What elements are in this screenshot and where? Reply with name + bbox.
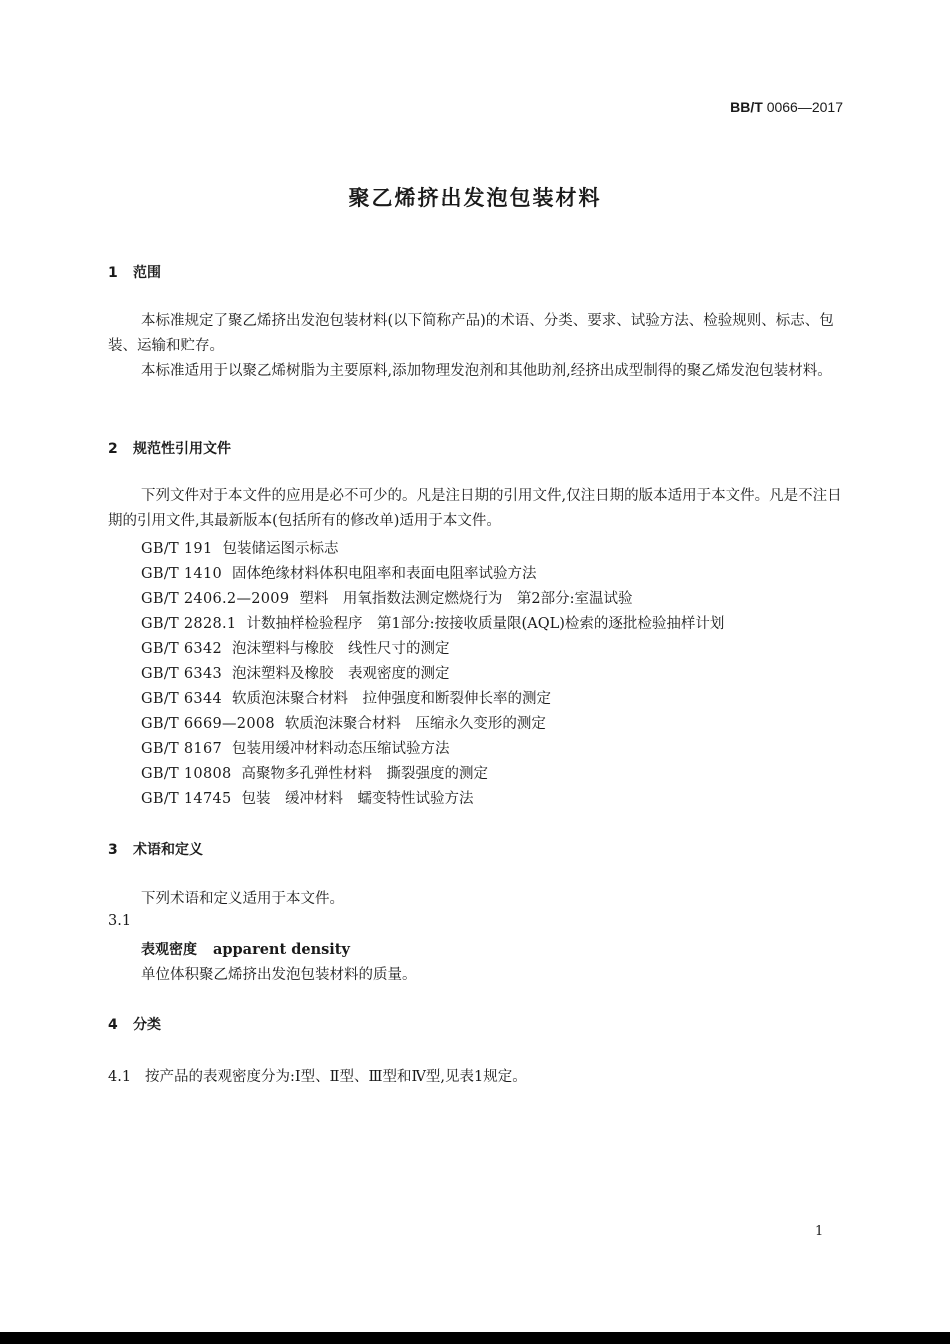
reference-code: GB/T 10808	[141, 766, 232, 782]
clause-text: 按产品的表观密度分为:Ⅰ型、Ⅱ型、Ⅲ型和Ⅳ型,见表1规定。	[145, 1069, 527, 1085]
section-heading-scope	[108, 262, 161, 282]
term-chinese: 表观密度	[141, 942, 197, 958]
reference-title: 包装 缓冲材料 蠕变特性试验方法	[241, 791, 474, 807]
reference-item	[141, 612, 724, 633]
section-title: 规范性引用文件	[133, 441, 231, 457]
references-intro: 下列文件对于本文件的应用是必不可少的。凡是注日期的引用文件,仅注日期的版本适用于本文件。凡是不注日期的引用文件,其最新版本(包括所有的修改单)适用于本文件。	[108, 488, 842, 529]
reference-code: GB/T 6344	[141, 691, 223, 707]
reference-title: 包装储运图示标志	[222, 541, 339, 557]
term-entry	[141, 939, 350, 959]
reference-item	[141, 787, 474, 808]
reference-code: GB/T 14745	[141, 791, 232, 807]
section-heading-classification	[108, 1014, 161, 1034]
bottom-rule	[0, 1332, 950, 1344]
reference-item	[141, 662, 450, 683]
section-title: 分类	[133, 1017, 161, 1033]
reference-code: GB/T 8167	[141, 741, 223, 757]
reference-title: 泡沫塑料及橡胶 表观密度的测定	[232, 666, 450, 682]
reference-title: 塑料 用氧指数法测定燃烧行为 第2部分:室温试验	[299, 591, 633, 607]
term-definition: 单位体积聚乙烯挤出发泡包装材料的质量。	[141, 967, 417, 983]
reference-title: 软质泡沫聚合材料 拉伸强度和断裂伸长率的测定	[232, 691, 552, 707]
reference-code: GB/T 191	[141, 541, 213, 557]
reference-code: GB/T 2828.1	[141, 616, 237, 632]
section-title: 术语和定义	[133, 842, 203, 858]
clause-number: 4.1	[108, 1069, 132, 1085]
reference-code: GB/T 6342	[141, 641, 223, 657]
reference-title: 包装用缓冲材料动态压缩试验方法	[232, 741, 450, 757]
reference-code: GB/T 2406.2—2009	[141, 591, 290, 607]
reference-title: 固体绝缘材料体积电阻率和表面电阻率试验方法	[232, 566, 537, 582]
standard-number: 0066—2017	[766, 99, 843, 115]
section-number: 2	[108, 441, 118, 457]
scope-paragraph-2: 本标准适用于以聚乙烯树脂为主要原料,添加物理发泡剂和其他助剂,经挤出成型制得的聚乙烯发泡包装材料。	[141, 363, 832, 379]
section-heading-references	[108, 438, 231, 458]
section-number: 4	[108, 1017, 118, 1033]
reference-code: GB/T 6669—2008	[141, 716, 275, 732]
reference-item	[141, 737, 450, 758]
reference-code: GB/T 1410	[141, 566, 223, 582]
section-heading-terms	[108, 839, 203, 859]
section-number: 3	[108, 842, 118, 858]
scope-paragraph-1: 本标准规定了聚乙烯挤出发泡包装材料(以下简称产品)的术语、分类、要求、试验方法、检验规则、标志、包装、运输和贮存。	[108, 313, 834, 354]
term-english: apparent density	[213, 941, 350, 958]
reference-item	[141, 637, 450, 658]
reference-title: 泡沫塑料与橡胶 线性尺寸的测定	[232, 641, 450, 657]
reference-item	[141, 587, 632, 608]
standard-prefix: BB/T	[730, 99, 763, 115]
reference-code: GB/T 6343	[141, 666, 223, 682]
reference-item	[141, 687, 551, 708]
reference-item	[141, 762, 488, 783]
section-title: 范围	[133, 265, 161, 281]
term-number: 3.1	[108, 913, 132, 929]
reference-title: 软质泡沫聚合材料 压缩永久变形的测定	[284, 716, 546, 732]
reference-title: 高聚物多孔弹性材料 撕裂强度的测定	[241, 766, 489, 782]
page-number: 1	[815, 1224, 824, 1239]
reference-item	[141, 537, 338, 558]
page-title: 聚乙烯挤出发泡包装材料	[348, 186, 602, 210]
clause-4-1	[108, 1065, 527, 1086]
standard-code	[730, 99, 843, 115]
reference-item	[141, 712, 546, 733]
reference-item	[141, 562, 537, 583]
section-number: 1	[108, 265, 118, 281]
reference-title: 计数抽样检验程序 第1部分:按接收质量限(AQL)检索的逐批检验抽样计划	[246, 616, 725, 632]
terms-intro: 下列术语和定义适用于本文件。	[141, 891, 344, 907]
